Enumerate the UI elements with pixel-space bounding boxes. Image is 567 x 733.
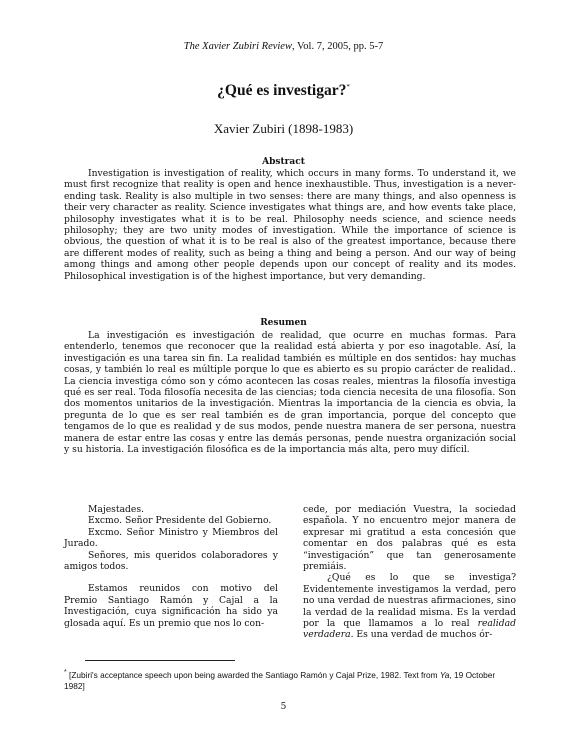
journal-volume-info: , Vol. 7, 2005, pp. 5-7 [291, 41, 384, 52]
body-paragraph: cede, por mediación Vuestra, la sociedad española. Y no encuentro mejor manera de expresar mi gratitud a esta concesión que comentar en dos palabras qué es esta “investigación” que tan generosamente premiáis. [303, 504, 516, 573]
body-paragraph-question: ¿Qué es lo que se investiga? Evidentemente investigamos la verdad, pero no una verdad de nuestras afirmaciones, sino la verdad de la realidad misma. Es la verdad por la que llamamos a lo real realidad verdadera. Es una verdad de muchos ór- [303, 572, 516, 641]
author-line: Xavier Zubiri (1898-1983) [213, 121, 354, 136]
footnote-marker: * [64, 669, 67, 676]
abstract-heading: Abstract [262, 157, 305, 167]
salutation-ministro: Excmo. Señor Ministro y Miembros del Jurado. [64, 526, 278, 550]
salutation-majestades: Majestades. [88, 504, 145, 515]
resumen-heading: Resumen [260, 318, 307, 328]
footnote-source: Ya [439, 669, 450, 680]
body-column-right [303, 504, 516, 641]
running-header [0, 41, 567, 52]
body-paragraph: Estamos reunidos con motivo del Premio Santiago Ramón y Cajal a la Investigación, cuya significación ha sido ya glosada aquí. Es un premio que nos lo con- [64, 583, 278, 629]
salutation-presidente: Excmo. Señor Presidente del Gobierno. [88, 515, 272, 527]
title-text: ¿Qué es investigar? [217, 82, 347, 99]
body-column-left [64, 504, 278, 629]
footnote-divider [85, 660, 235, 661]
emphasis-text: realidad verdadera [303, 618, 516, 641]
salutation-senores: Señores, mis queridos colaboradores y amigos todos. [64, 549, 278, 573]
journal-name: The Xavier Zubiri Review [183, 41, 292, 52]
resumen-text: La investigación es investigación de realidad, que ocurre en muchas formas. Para entenderlo, tenemos que reconocer que la realidad está abierta y por eso inagotable. Así, la investigación es una tarea sin fin. La realidad también es múltiple en dos sentidos: hay muchas cosas, y también lo real es múltiple porque lo que es abierto es su propio carácter de realidad.. La ciencia investiga cómo son y cómo acontecen las cosas reales, mientras la filosofía investiga qué es ser real. Toda filosofía necesita de las ciencias; toda ciencia necesita de una filosofía. Son dos momentos unitarios de la investigación. Mientras la importancia de la ciencia es obvia, la pregunta de lo que es ser real también es de gran importancia, porque del concepto que tengamos de lo que es realidad y de sus modos, pende nuestra manera de ser persona, nuestra manera de estar entre las cosas y entre las demás personas, pende nuestra organización social y su historia. La investigación filosófica es de la importancia más alta, pero muy difícil. [64, 330, 516, 456]
abstract-text: Investigation is investigation of reality, which occurs in many forms. To understand it, we must first recognize that reality is open and hence inexhaustible. Thus, investigation is a never-ending task. Reality is also multiple in two senses: there are many things, and also openness is their very character as reality. Science investigates what things are, and how events take place, philosophy investigates what it is to be real. Philosophy needs science, and science needs philosophy; they are two unity modes of investigation. While the importance of science is obvious, the question of what it is to be real is also of the greatest importance, because there are different modes of reality, such as being a thing and being a person. And our way of being among things and among other people depends upon our concept of reality and its modes. Philosophical investigation is of the highest importance, but very demanding. [64, 168, 516, 282]
footnote: * [Zubiri's acceptance speech upon being awarded the Santiago Ramón y Cajal Prize, 1982. Text from Ya, 19 October 1982] [64, 669, 496, 691]
article-title [0, 82, 567, 100]
footnote-marker: * [346, 82, 350, 91]
page-number: 5 [280, 702, 287, 712]
